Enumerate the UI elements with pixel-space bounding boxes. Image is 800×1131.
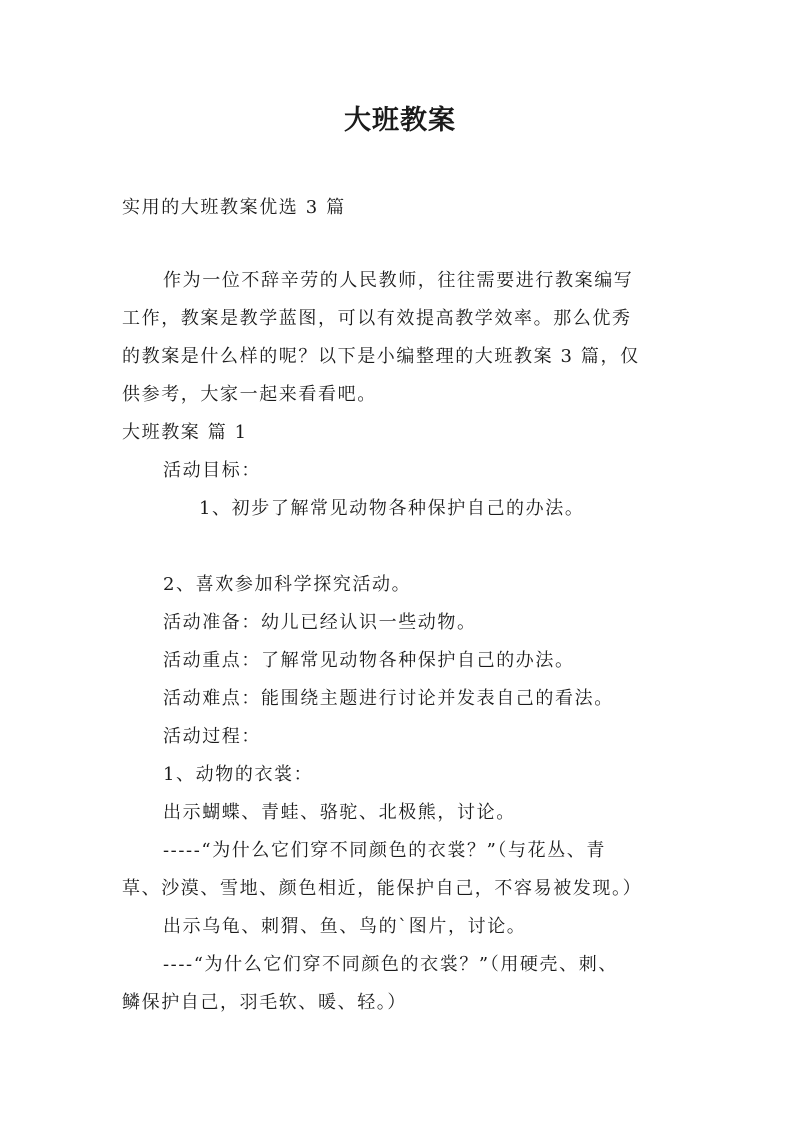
intro-line-4: 供参考，大家一起来看看吧。: [122, 384, 377, 405]
show-animals-1: 出示蝴蝶、青蛙、骆驼、北极熊，讨论。: [163, 802, 516, 823]
preparation-text: 活动准备：幼儿已经认识一些动物。: [163, 612, 477, 633]
question-2-line-2: 鳞保护自己，羽毛软、暖、轻。）: [122, 992, 407, 1013]
difficulty-text: 活动难点：能围绕主题进行讨论并发表自己的看法。: [163, 688, 614, 709]
section-heading: 大班教案 篇 1: [122, 422, 248, 443]
goal-item-1: 1、初步了解常见动物各种保护自己的办法。: [199, 498, 585, 519]
process-label: 活动过程：: [163, 726, 261, 747]
intro-line-3: 的教案是什么样的呢？以下是小编整理的大班教案 3 篇，仅: [122, 346, 640, 367]
question-1-line-2: 草、沙漠、雪地、颜色相近，能保护自己，不容易被发现。）: [122, 878, 643, 899]
document-subtitle: 实用的大班教案优选 3 篇: [122, 197, 346, 218]
step-1-heading: 1、动物的衣裳：: [163, 764, 314, 785]
show-animals-2: 出示乌龟、刺猬、鱼、鸟的`图片，讨论。: [163, 916, 527, 937]
key-point-text: 活动重点：了解常见动物各种保护自己的办法。: [163, 650, 575, 671]
intro-line-2: 工作，教案是教学蓝图，可以有效提高教学效率。那么优秀: [122, 308, 632, 329]
intro-line-1: 作为一位不辞辛劳的人民教师，往往需要进行教案编写: [163, 270, 634, 291]
question-2-line-1: ----“为什么它们穿不同颜色的衣裳？”（用硬壳、刺、: [163, 954, 618, 975]
goal-item-2: 2、喜欢参加科学探究活动。: [163, 574, 412, 595]
question-1-line-1: -----“为什么它们穿不同颜色的衣裳？”（与花丛、青: [163, 840, 607, 861]
goals-label: 活动目标：: [163, 460, 261, 481]
document-title: 大班教案: [344, 105, 456, 136]
